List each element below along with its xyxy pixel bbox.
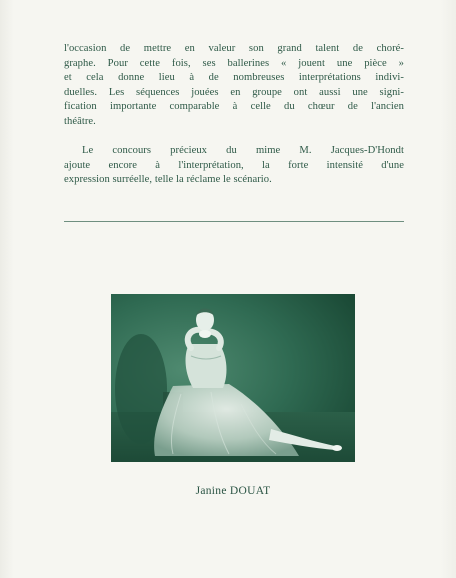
paragraph-choreography — [64, 42, 404, 130]
text-line: et cela donne lieu à de nombreuses interprétations indivi- — [64, 72, 404, 84]
dancer-photo — [111, 294, 355, 462]
separator-rule — [64, 221, 404, 222]
text-line: expression surréelle, telle la réclame le scénario. — [64, 174, 272, 186]
text-line: ajoute encore à l'interprétation, la forte intensité d'une — [64, 159, 404, 171]
text-line: duelles. Les séquences jouées en groupe ont aussi une signi- — [64, 86, 404, 98]
text-line: graphe. Pour cette fois, ses ballerines « jouent une pièce » — [64, 57, 404, 69]
photo-caption: Janine DOUAT — [195, 485, 271, 497]
paragraph-mime — [64, 144, 404, 188]
text-line: fication importante comparable à celle du chœur de l'ancien — [64, 101, 404, 113]
text-line: l'occasion de mettre en valeur son grand talent de choré- — [64, 43, 404, 54]
text-line: théâtre. — [64, 115, 96, 127]
text-line: Le concours précieux du mime M. Jacques-D'Hondt — [82, 145, 404, 156]
